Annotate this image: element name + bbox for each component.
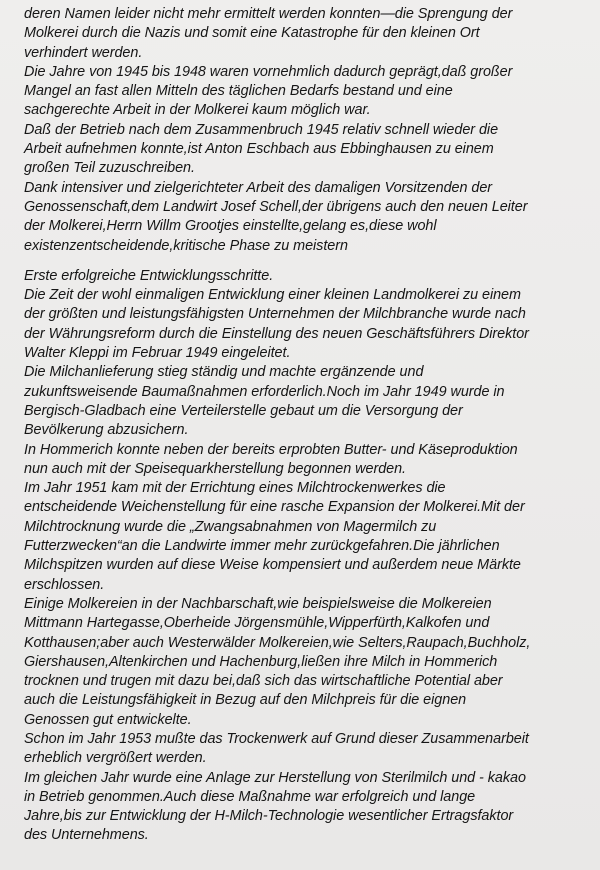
text-line: Bergisch-Gladbach eine Verteilerstelle gebaut um die Versorgung der [24, 402, 463, 419]
paragraph [24, 769, 586, 846]
paragraph [24, 121, 586, 179]
text-line: deren Namen leider nicht mehr ermittelt werden konnten—die Sprengung der [24, 6, 513, 22]
paragraph [24, 441, 586, 480]
paragraph [24, 286, 586, 363]
text-line: Kotthausen;aber auch Westerwälder Molkereien,wie Selters,Raupach,Buchholz, [24, 634, 531, 651]
text-line: Milchtrocknung wurde die „Zwangsabnahmen von Magermilch zu [24, 518, 437, 535]
text-line: sachgerechte Arbeit in der Molkerei kaum möglich war. [24, 102, 371, 119]
text-line: des Unternehmens. [24, 827, 149, 844]
text-line: trocknen und trugen mit dazu bei,daß sich das wirtschaftliche Potential aber [24, 673, 503, 690]
text-line: Mittmann Hartegasse,Oberheide Jörgensmühle,Wipperfürth,Kalkofen und [24, 615, 490, 632]
text-line: erheblich vergrößert werden. [24, 750, 207, 767]
text-line: zukunftsweisende Baumaßnahmen erforderlich.Noch im Jahr 1949 wurde in [24, 383, 505, 400]
text-line: Daß der Betrieb nach dem Zusammenbruch 1945 relativ schnell wieder die [24, 121, 499, 138]
text-line: Einige Molkereien in der Nachbarschaft,wie beispielsweise die Molkereien [24, 595, 492, 612]
text-line: Die Milchanlieferung stieg ständig und machte ergänzende und [24, 364, 424, 381]
text-line: In Hommerich konnte neben der bereits erprobten Butter- und Käseproduktion [24, 441, 518, 458]
text-line: Jahre,bis zur Entwicklung der H-Milch-Technologie wesentlicher Ertragsfaktor [24, 808, 514, 825]
paragraph [24, 179, 586, 256]
text-line: in Betrieb genommen.Auch diese Maßnahme war erfolgreich und lange [24, 788, 476, 805]
paragraph [24, 267, 586, 286]
text-line: Im Jahr 1951 kam mit der Errichtung eines Milchtrockenwerkes die [24, 480, 446, 497]
text-line: Arbeit aufnehmen konnte,ist Anton Eschbach aus Ebbinghausen zu einem [24, 141, 494, 158]
text-line: entscheidende Weichenstellung für eine rasche Expansion der Molkerei.Mit der [24, 499, 525, 516]
text-line: Futterzwecken“an die Landwirte immer mehr zurückgefahren.Die jährlichen [24, 538, 500, 555]
text-line: erschlossen. [24, 576, 105, 593]
text-line: auch die Leistungsfähigkeit in Bezug auf den Milchpreis für die eignen [24, 692, 467, 709]
text-line: der Molkerei,Herrn Willm Grootjes einstellte,gelang es,diese wohl [24, 218, 437, 235]
text-line: Schon im Jahr 1953 mußte das Trockenwerk auf Grund dieser Zusammenarbeit [24, 730, 529, 747]
text-line: Im gleichen Jahr wurde eine Anlage zur Herstellung von Sterilmilch und - kakao [24, 769, 526, 786]
paragraph [24, 5, 586, 63]
text-line: Die Jahre von 1945 bis 1948 waren vornehmlich dadurch geprägt,daß großer [24, 63, 513, 80]
text-line: Die Zeit der wohl einmaligen Entwicklung einer kleinen Landmolkerei zu einem [24, 287, 521, 304]
paragraph [24, 63, 586, 121]
text-line: nun auch mit der Speisequarkherstellung begonnen werden. [24, 460, 407, 477]
text-line: großen Teil zuzuschreiben. [24, 160, 195, 177]
text-line: der Währungsreform durch die Einstellung des neuen Geschäftsführers Direktor [24, 325, 529, 342]
paragraph [24, 595, 586, 730]
text-line: Erste erfolgreiche Entwicklungsschritte. [24, 267, 274, 284]
body-text [24, 5, 586, 846]
text-line: Genossen gut entwickelte. [24, 711, 192, 728]
text-line: verhindert werden. [24, 44, 143, 61]
text-line: Milchspitzen wurden auf diese Weise kompensiert und außerdem neue Märkte [24, 557, 521, 574]
paragraph-gap [24, 256, 586, 267]
paragraph [24, 363, 586, 440]
paragraph [24, 730, 586, 769]
text-line: Molkerei durch die Nazis und somit eine Katastrophe für den kleinen Ort [24, 25, 480, 42]
text-line: existenzentscheidende,kritische Phase zu meistern [24, 237, 348, 254]
text-line: Mangel an fast allen Mitteln des täglichen Bedarfs bestand und eine [24, 83, 453, 100]
text-line: Bevölkerung abzusichern. [24, 422, 189, 439]
text-line: Genossenschaft,dem Landwirt Josef Schell,der übrigens auch den neuen Leiter [24, 198, 528, 215]
text-line: Dank intensiver und zielgerichteter Arbeit des damaligen Vorsitzenden der [24, 179, 493, 196]
text-line: Giershausen,Altenkirchen und Hachenburg,ließen ihre Milch in Hommerich [24, 653, 498, 670]
text-line: Walter Kleppi im Februar 1949 eingeleitet. [24, 345, 291, 362]
text-line: der größten und leistungsfähigsten Unternehmen der Milchbranche wurde nach [24, 306, 526, 323]
paragraph [24, 479, 586, 595]
